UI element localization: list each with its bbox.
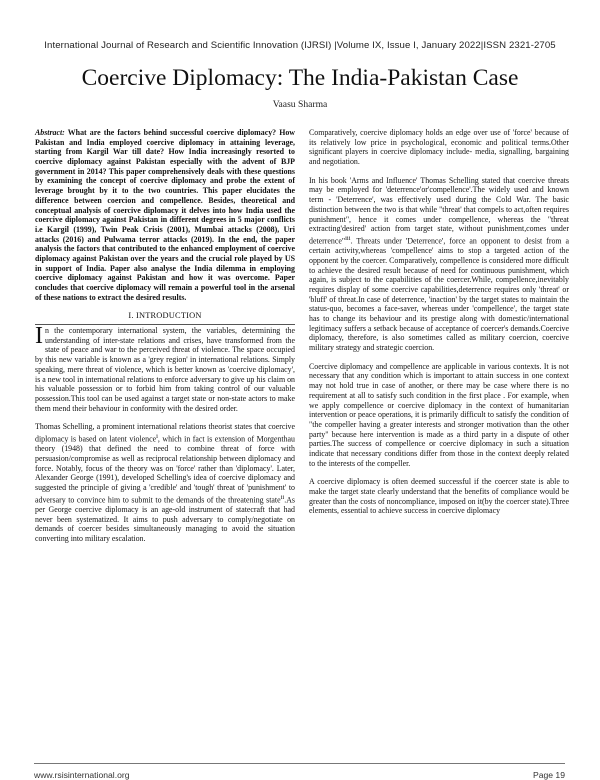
left-column — [35, 128, 295, 553]
footer-url[interactable]: www.rsisinternational.org — [34, 770, 130, 780]
abstract-divider — [35, 324, 295, 325]
body-paragraph-2-part-b: . Threats under 'Deterrence', force an opponent to desist from a certain activity,whereas 'compellence' aims to stop a targeted action of the opponent by the coercer. Comparatively, compellence is considered more difficult to achieve the desired result because of need for continuous punishment, which again, is subject to the capabilities of the coercer.While, compellence,inevitably requires display of some coercive capabilities,deterrence requires only 'threat' or 'bluff' of threat.In case of deterrence, 'inaction' by the target states to maintain the status-quo, becomes a face-saver, whereas under 'compellence', the target state has to change its behaviour and its prestige along with domestic/international legitimacy suffers a setback because of acceptance of coercer's demands.Coercive diplomacy, therefore, is also sometimes called as military coercion, coercive military strategy and strategic coercion. — [309, 236, 569, 353]
intro-paragraph-1-text: n the contemporary international system, the variables, determining the understanding of inter-state relations and crises, have transformed from the state of peace and war to the perceived threat of violence. The space occupied by this new variable is known as a 'grey region' in international relations. Simply speaking, mere threat of violence, which is better known as 'coercive diplomacy', is a new tool in international relations to enforce adversary to give up his claim on his valuable possession or to forbid him from taking control of our valuable possession.This tool can be used against a target state or non-state actors to make them mend their behaviour in conformity with the desired order. — [35, 326, 295, 413]
abstract-label: Abstract: — [35, 128, 65, 137]
right-column — [309, 128, 569, 525]
intro-paragraph-2-part-b: , which in fact is extension of Morgenthau theory (1948) that defined the need to combine threat of force with persuasion/compromise as well as reciprocal relationship between diplomacy and force. Notably, focus of the theory was on 'force' rather than 'diplomacy'. Later, Alexander George (1991), developed Schelling's idea of coercive diplomacy and suggested the principle of giving a 'credible' and 'tough' threat of 'punishment' to adversary to convince him to submit to the demands of the threatening state — [35, 434, 296, 505]
body-paragraph-2-part-a: In his book 'Arms and Influence' Thomas Schelling stated that coercive threats may be employed for 'deterrence'or'compellence'.The widely used and known term - 'Deterrence', was effectively used during the Cold War. The basic distinction between the two is that while "threat' that compels to act,often requires punishment", hence it comes under compellence, whereas the "threat extracting'desired' action from target state, without punishment,comes under deterrence" — [309, 175, 569, 246]
body-paragraph-3: Coercive diplomacy and compellence are applicable in various contexts. It is not necessary that any condition which is important to attain success in one context may not hold true in case of another, or there may be case where there is no requirement at all to satisfy such condition in the first place . For example, when we apply compellence or coercive diplomacy in the context of humanitarian intervention or peace operations, it is primarily difficult to satisfy the condition of "the compeller having a greater interests and stronger motivation than the other party" because here intervention is made as a third party in a dispute of other parties.The success of compellence or coercive diplomacy in such a situation indicate that necessary conditions differ from those in the context deeply related to the interests of the compeller. — [309, 361, 569, 468]
paper-title: Coercive Diplomacy: The India-Pakistan Case — [81, 65, 519, 91]
footer-divider — [34, 763, 565, 764]
footnote-ref-iii: iii — [345, 234, 351, 242]
body-paragraph-2 — [309, 176, 569, 353]
intro-paragraph-2 — [35, 422, 295, 544]
footnote-ref-ii: ii — [280, 493, 285, 501]
intro-paragraph-2-part-a: Thomas Schelling, a prominent international relations theorist states that coercive diplomacy is based on latent violence — [35, 422, 295, 444]
abstract-text: What are the factors behind successful coercive diplomacy? How Pakistan and India employed coercive diplomacy in attaining leverage, starting from Kargil War till date? How India increasingly resorted to coercive diplomacy against Pakistan especially with the advent of BJP government in 2014? This paper comprehensively deals with these questions by examining the concept of coercive diplomacy and probe the extent of leverage brought by it to the two countries. This paper elucidates the difference between coercion and compellence. Besides, theoretical and conceptual analysis of coercive diplomacy it delves into how India used the coercive diplomacy against Pakistan in different degrees in 5 major conflicts i.e Kargil (1999), Twin Peak Crisis (2001), Mumbai attacks (2008), Uri attacks (2016) and Pulwama terror attacks (2019). In the end, the paper analysis the factors that contributed to the enhanced employment of coercive diplomacy against Pakistan over the years and the crucial role played by US in support of India. Paper also analyse the India dilemma in employing coercive diplomacy against Pakistan and how it was overcome. Paper concludes that coercive diplomacy will remain a powerful tool in the arsenal of these nations to extract the desired results. — [35, 128, 295, 302]
body-paragraph-4: A coercive diplomacy is often deemed successful if the coercer state is able to make the target state clearly understand that the benefits of compliance would be greater than the costs of noncompliance, imposed on it(by the coercer state).Three elements, essential to achieve success in coercive diplomacy — [309, 477, 569, 516]
paper-author: Vaasu Sharma — [272, 99, 328, 110]
drop-cap: I — [35, 323, 43, 350]
journal-header: International Journal of Research and Scientific Innovation (IJRSI) |Volume IX, Issue I, January 2022|ISSN 2321-2705 — [44, 40, 556, 51]
footnote-ref-i: i — [156, 432, 158, 440]
abstract — [35, 128, 295, 302]
footer-page-number: Page 19 — [532, 770, 565, 780]
body-paragraph-1: Comparatively, coercive diplomacy holds an edge over use of 'force' because of its relatively low price in psychological, economic and political terms.Other significant players in coercive diplomacy include- media, signalling, bargaining and negotiation. — [309, 128, 569, 167]
intro-paragraph-1 — [35, 323, 295, 413]
section-heading-introduction: I. INTRODUCTION — [128, 311, 202, 321]
intro-paragraph-2-part-c: .As per George coercive diplomacy is an age-old instrument of statecraft that had never been systematized. It aims to push adversary to comply/negotiate on demands of coercer besides simultaneously managing to avoid the situation converting into military escalation. — [35, 495, 295, 544]
